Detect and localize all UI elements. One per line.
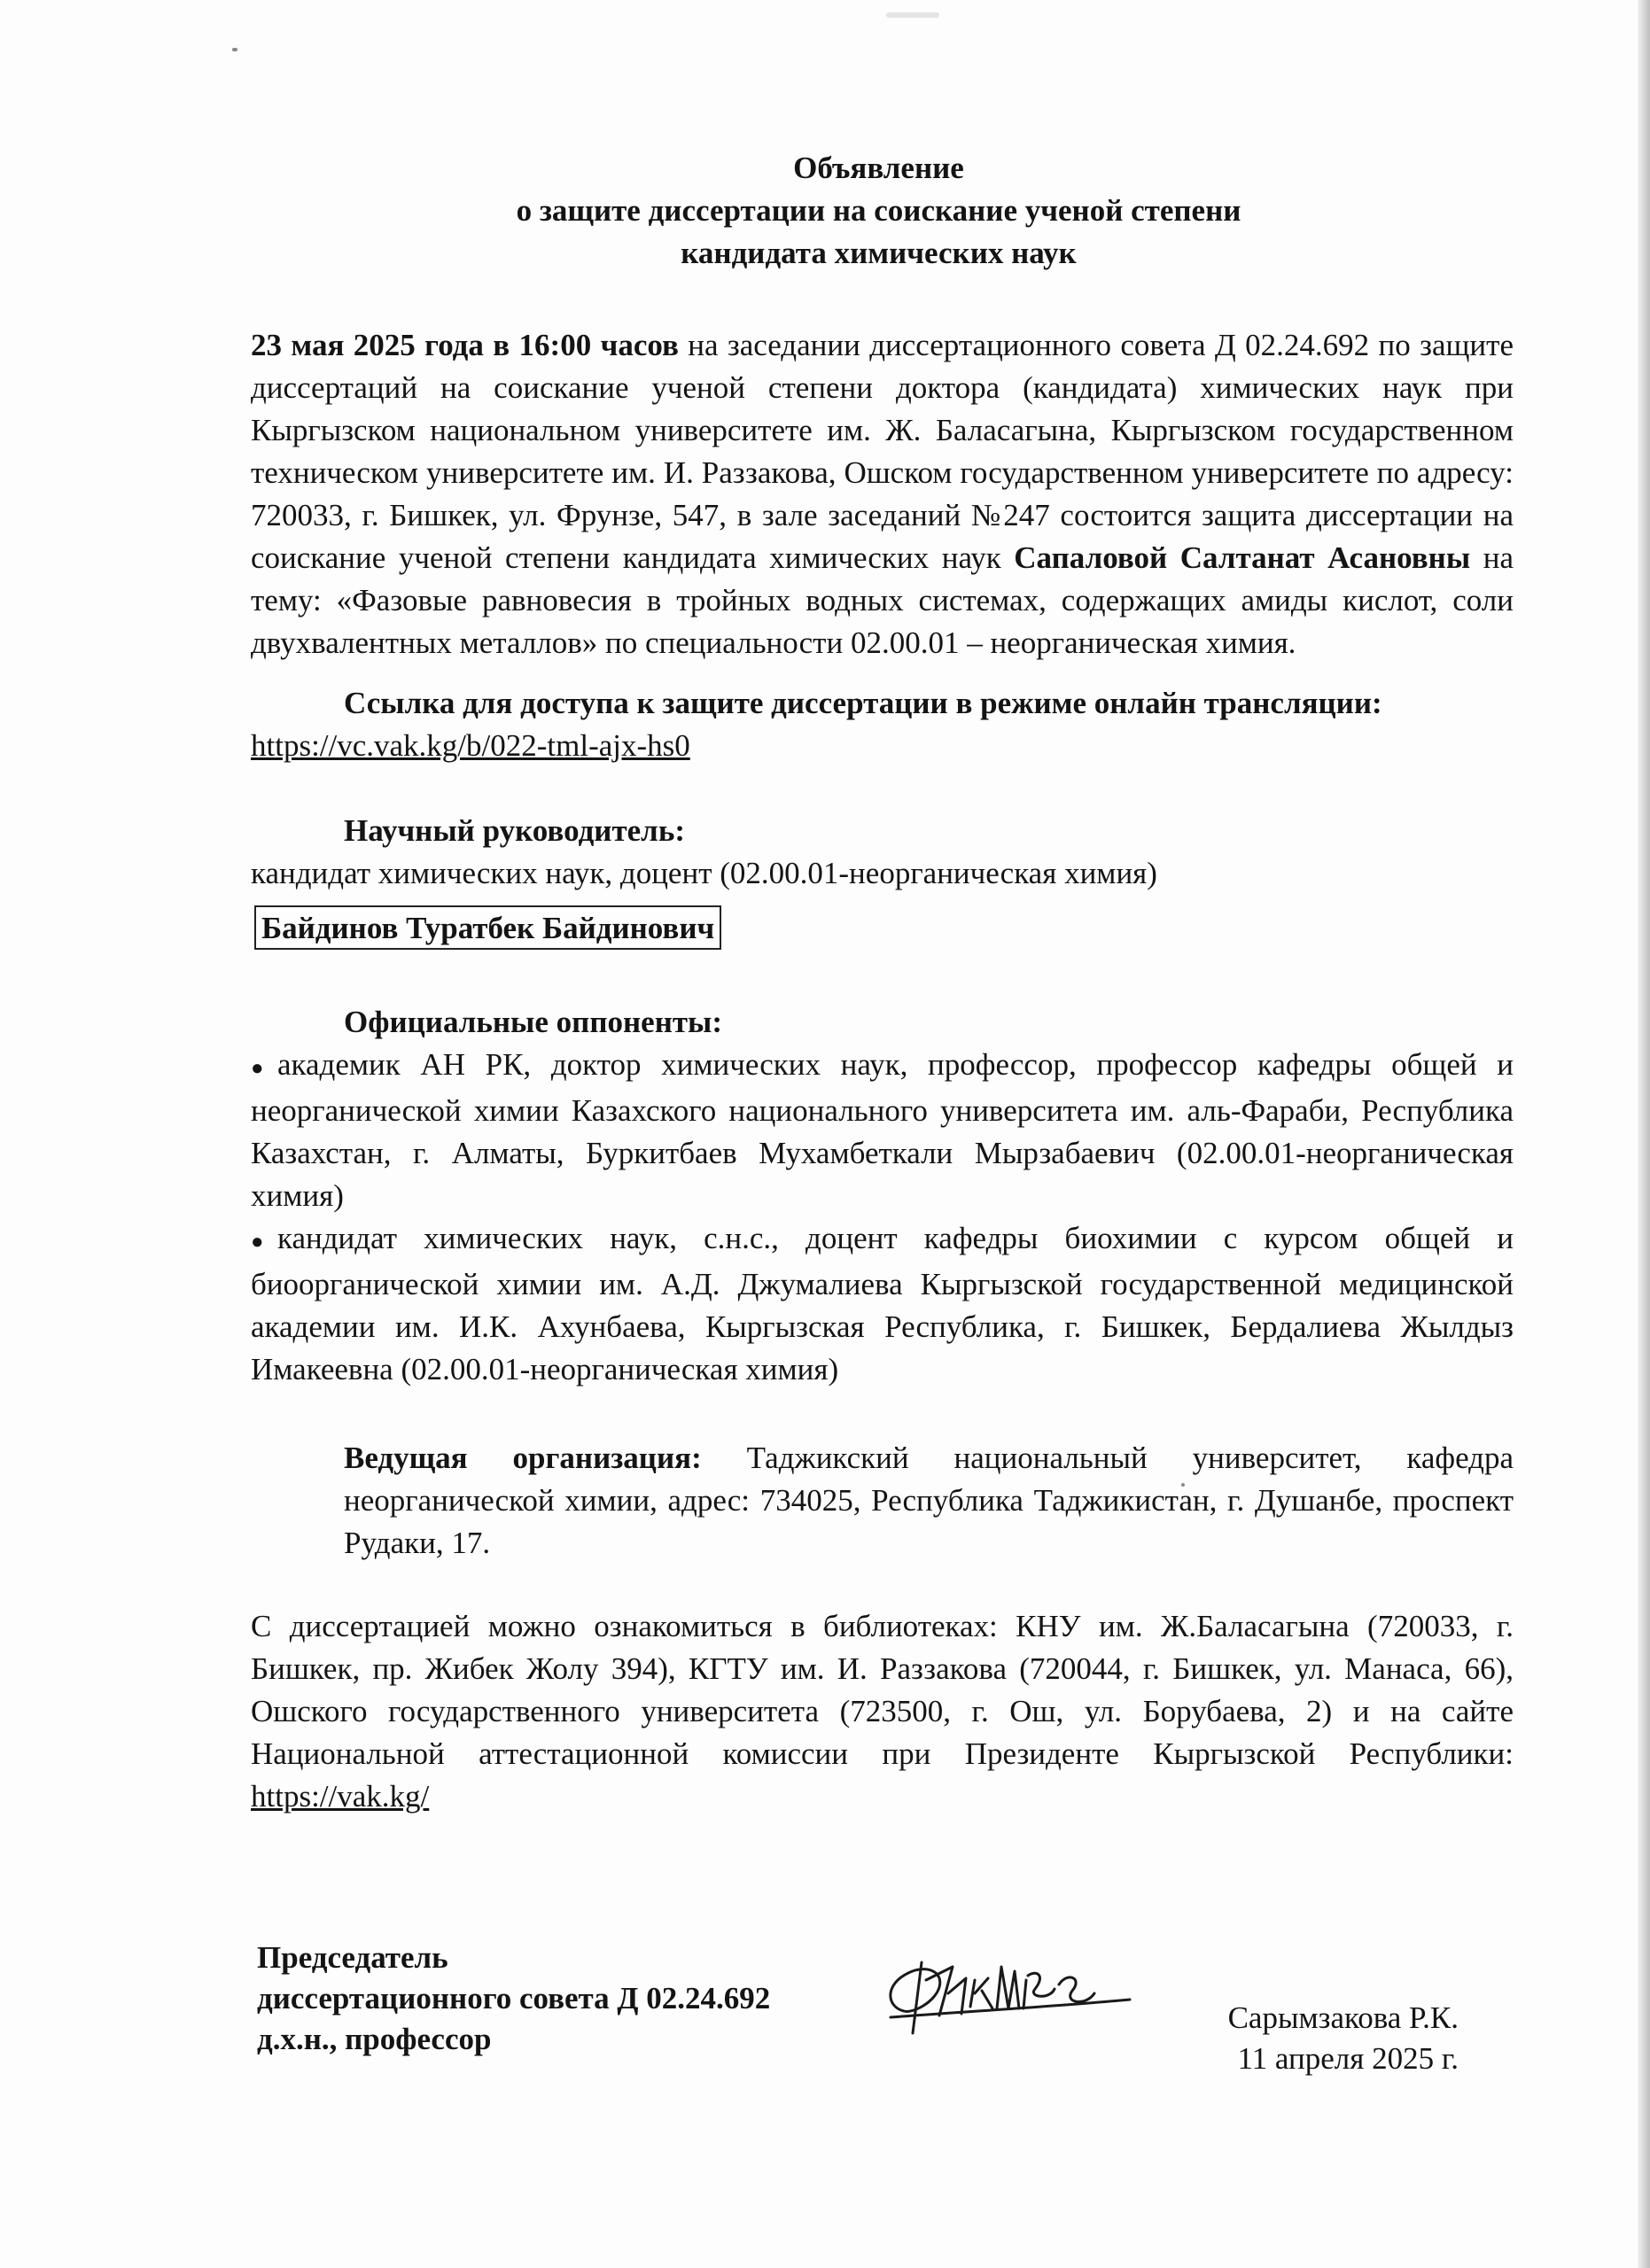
- bullet-icon: ●: [251, 1231, 264, 1254]
- vak-site-link[interactable]: https://vak.kg/: [251, 1779, 430, 1814]
- scan-speck: [232, 48, 237, 51]
- leading-organization-paragraph: [251, 1437, 1514, 1565]
- candidate-name: Сапаловой Салтанат Асановны: [1014, 540, 1471, 575]
- scan-artifact: [886, 12, 939, 18]
- announcement-text-1: на заседании диссертационного совета Д 02.24.692 по защите диссертаций на соискание ученой степени доктора (кандидата) химических наук при Кыргызском национальном университете им. Ж. Баласагына, Кыргызском государственном техническом университете им. И. Раззакова, Ошском государственном университете по адресу: 720033, г. Бишкек, ул. Фрунзе, 547, в зале заседаний №247 состоится защита диссертации на соискание ученой степени кандидата химических наук: [251, 328, 1514, 575]
- opponent-text: академик АН РК, доктор химических наук, профессор, профессор кафедры общей и неорганической химии Казахского национального университета им. аль-Фараби, Республика Казахстан, г. Алматы, Буркитбаев Мухамбеткали Мырзабаевич (02.00.01-неорганическая химия): [251, 1047, 1514, 1213]
- supervisor-heading: Научный руководитель:: [344, 813, 685, 848]
- announcement-paragraph: [251, 324, 1514, 664]
- opponents-heading: Официальные оппоненты:: [344, 1005, 723, 1039]
- chairman-name: Сарымзакова Р.К.: [1227, 2000, 1459, 2035]
- chairman-signoff: [1228, 1998, 1459, 2079]
- chairman-role: [257, 1938, 770, 2060]
- announcement-text-2: на тему: «Фазовые равновесия в тройных водных системах, содержащих амиды кислот, соли двухвалентных металлов» по специальности 02.00.01 – неорганическая химия.: [251, 540, 1514, 660]
- supervisor-name-box: Байдинов Туратбек Байдинович: [254, 905, 721, 950]
- chairman-role-line-1: Председатель: [257, 1940, 448, 1975]
- signature-date: 11 апреля 2025 г.: [1237, 2041, 1459, 2076]
- opponent-text: кандидат химических наук, с.н.с., доцент кафедры биохимии с курсом общей и биоорганической химии им. А.Д. Джумалиева Кыргызской государственной медицинской академии им. И.К. Ахунбаева, Кыргызская Республика, г. Бишкек, Бердалиева Жылдыз Имакеевна (02.00.01-неорганическая химия): [251, 1221, 1514, 1386]
- handwritten-signature: [877, 1945, 1134, 2042]
- title-line-3: кандидата химических наук: [681, 236, 1077, 270]
- bullet-icon: ●: [251, 1057, 264, 1080]
- chairman-role-line-3: д.х.н., профессор: [257, 2022, 492, 2056]
- document-body: [251, 147, 1514, 1818]
- leading-org-label: Ведущая организация:: [344, 1441, 702, 1475]
- library-text: С диссертацией можно ознакомиться в библиотеках: КНУ им. Ж.Баласагына (720033, г. Бишкек, пр. Жибек Жолу 394), КГТУ им. И. Раззакова (720044, г. Бишкек, ул. Манаса, 66), Ошского государственного университета (723500, г. Ош, ул. Борубаева, 2) и на сайте Национальной аттестационной комиссии при Президенте Кыргызской Республики:: [251, 1609, 1514, 1771]
- opponent-item: [251, 1217, 1514, 1391]
- title-line-2: о защите диссертации на соискание ученой степени: [516, 193, 1241, 228]
- document-title: [244, 147, 1514, 275]
- title-line-1: Объявление: [793, 151, 964, 185]
- signature-block: [257, 1938, 1515, 2076]
- online-stream-link[interactable]: https://vc.vak.kg/b/022-tml-ajx-hs0: [251, 728, 690, 763]
- defense-datetime: 23 мая 2025 года в 16:00 часов: [251, 328, 679, 362]
- opponent-item: [251, 1044, 1514, 1217]
- online-heading: Ссылка для доступа к защите диссертации в режиме онлайн трансляции:: [344, 686, 1382, 720]
- scan-edge-shadow: [1638, 0, 1650, 2268]
- chairman-role-line-2: диссертационного совета Д 02.24.692: [257, 1981, 771, 2016]
- leading-org-text: Таджикский национальный университет, кафедра неорганической химии, адрес: 734025, Республика Таджикистан, г. Душанбе, проспект Рудаки, 17.: [344, 1441, 1514, 1560]
- library-paragraph: [251, 1605, 1514, 1818]
- supervisor-title: кандидат химических наук, доцент (02.00.01-неорганическая химия): [251, 856, 1157, 890]
